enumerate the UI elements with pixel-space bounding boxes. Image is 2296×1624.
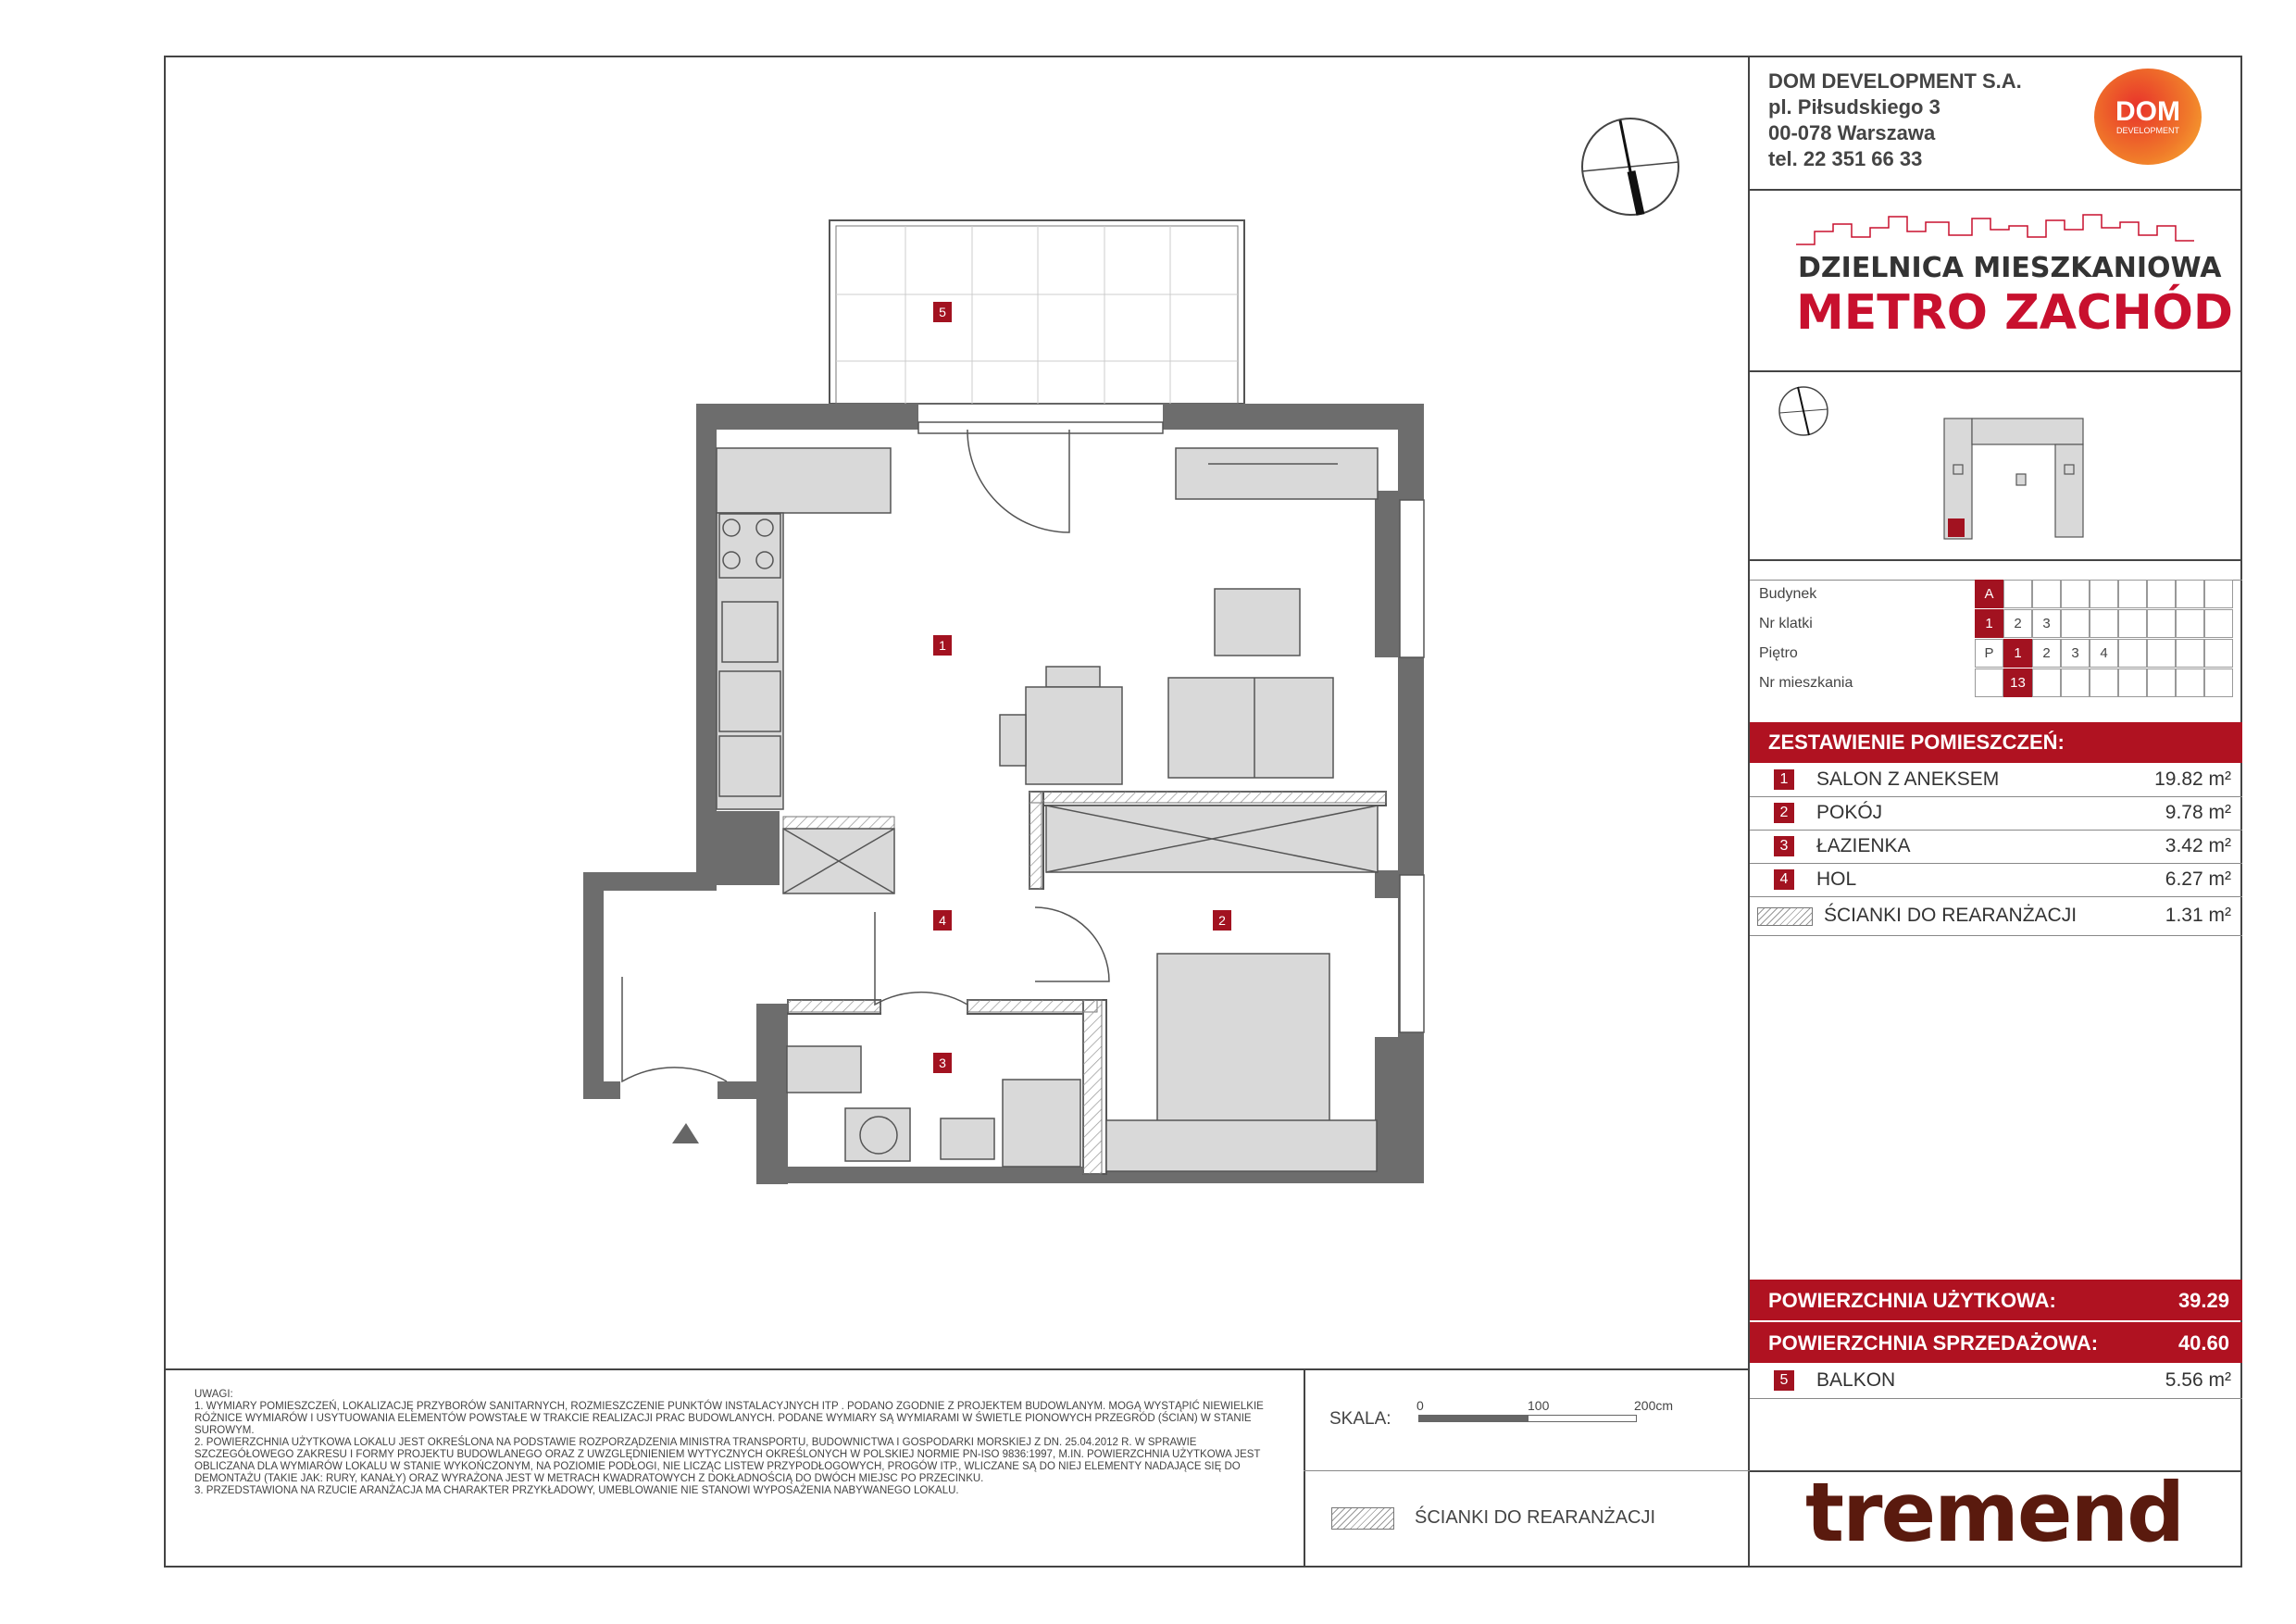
table-cell [2204,668,2233,697]
table-cell [2204,639,2233,668]
room-area: 6.27 m² [2165,868,2231,890]
table-cell [2032,668,2061,697]
rearrange-name: ŚCIANKI DO REARANŻACJI [1824,905,2078,926]
entrance-arrow [672,1123,699,1143]
table-cell [2061,580,2090,608]
hatch-swatch [1757,907,1813,926]
dom-logo-sub: DEVELOPMENT [2115,126,2179,135]
table-label-apartment: Nr mieszkania [1759,675,1853,691]
balcony-row [1750,1363,2242,1398]
table-label-staircase: Nr klatki [1759,616,1813,631]
table-cell [2176,609,2204,638]
compass-icon [1582,119,1678,215]
table-cell: 2 [2003,609,2032,638]
note-1: 1. WYMIARY POMIESZCZEŃ, LOKALIZACJĘ PRZYBORÓW SANITARNYCH, ROZMIESZCZENIE PUNKTÓW INSTALACYJNYCH ITP . PODANO ZGODNIE Z PROJEKTEM BUDOWLANYM. MOGĄ WYSTĄPIĆ NIEWIELKIE RÓŻNICE WYMIARÓW I USYTUOWANIA ELEMENTÓW POWSTAŁE W TRAKCIE REALIZACJI PRAC BUDOWLANYCH. PODANE WYMIARY SĄ WYMIARAMI W ŚWIETLE PIONOWYCH PRZEGRÓD (ŚCIAN) W STANIE SUROWYM. [194,1401,1264,1436]
dom-logo [2094,69,2202,165]
usable-area-value: 39.29 [2177,1289,2229,1312]
balcony-num: 5 [1774,1370,1794,1391]
company-address1: pl. Piłsudskiego 3 [1768,95,1940,119]
room-name: HOL [1816,868,1857,890]
skyline-graphic [1796,204,2194,250]
table-cell: 1 [2003,639,2032,668]
table-cell [2147,639,2176,668]
table-cell: 1 [1975,609,2003,638]
scale-label: SKALA: [1329,1409,1391,1429]
rooms-header: ZESTAWIENIE POMIESZCZEŃ: [1750,722,2242,763]
dom-logo-text: DOM [2115,96,2180,127]
sale-area-label: POWIERZCHNIA SPRZEDAŻOWA: [1768,1331,2099,1355]
scale-bar-empty [1528,1415,1637,1422]
sale-area-bar [1750,1322,2242,1363]
room-num: 1 [1774,769,1794,790]
table-cell [2204,580,2233,608]
table-cell [2032,580,2061,608]
balcony-name: BALKON [1816,1369,1896,1391]
legend-hatch-swatch [1331,1507,1394,1530]
scale-bar-filled [1418,1415,1528,1422]
table-cell: 3 [2032,609,2061,638]
brand-line2: METRO ZACHÓD [1796,285,2234,341]
info-panel [1748,56,2242,1568]
table-cell: 3 [2061,639,2090,668]
table-cell [2118,580,2147,608]
table-cell [2204,609,2233,638]
mini-compass-icon [1779,387,1828,435]
kitchen-furniture [717,448,1378,1171]
room-row [1750,863,2242,896]
table-cell [2061,609,2090,638]
table-cell [2090,580,2118,608]
scale-tick-100: 100 [1528,1398,1550,1413]
table-cell [2090,609,2118,638]
room-row [1750,796,2242,830]
table-cell: A [1975,580,2003,608]
table-cell [2176,639,2204,668]
rearrange-area: 1.31 m² [2165,905,2231,926]
legend-divider [1304,1470,1750,1471]
location-table [1750,580,2242,698]
table-cell: P [1975,639,2003,668]
table-cell [2003,580,2032,608]
table-cell [1975,668,2003,697]
table-cell [2061,668,2090,697]
table-cell [2090,668,2118,697]
notes-title: UWAGI: [194,1389,233,1400]
room-name: SALON Z ANEKSEM [1816,768,2000,790]
tremend-logo: tremend [1805,1465,2184,1560]
table-cell [2176,668,2204,697]
usable-area-label: POWIERZCHNIA UŻYTKOWA: [1768,1289,2056,1312]
room-name: POKÓJ [1816,802,1883,823]
table-label-building: Budynek [1759,586,1817,602]
room-label-5: 5 [939,305,946,319]
balcony [830,220,1244,404]
brand-line1: DZIELNICA MIESZKANIOWA [1798,252,2222,284]
table-cell: 4 [2090,639,2118,668]
company-address2: 00-078 Warszawa [1768,121,1936,144]
rearrange-row [1750,896,2242,933]
table-cell [2118,668,2147,697]
room-label-3: 3 [939,1056,946,1070]
room-area: 19.82 m² [2154,768,2231,790]
site-plan [1765,381,2246,604]
room-name: ŁAZIENKA [1816,835,1911,856]
scale-tick-0: 0 [1416,1398,1424,1413]
table-cell [2176,580,2204,608]
table-cell [2118,609,2147,638]
room-num: 2 [1774,803,1794,823]
legend-text: ŚCIANKI DO REARANŻACJI [1415,1507,1656,1528]
scale-divider [1304,1368,1305,1568]
note-2: 2. POWIERZCHNIA UŻYTKOWA LOKALU JEST OKREŚLONA NA PODSTAWIE ROZPORZĄDZENIA MINISTRA TRANSPORTU, BUDOWNICTWA I GOSPODARKI MORSKIEJ Z DN. 25.04.2012 R. W SPRAWIE SZCZEGÓŁOWEGO ZAKRESU I FORMY PROJEKTU BUDOWLANEGO ORAZ Z UWZGLĘDNIENIEM WYTYCZNYCH OKREŚLONYCH W POLSKIEJ NORMIE PN-ISO 9836:1997, M.IN. POWIERZCHNIA UŻYTKOWA JEST OBLICZANA DLA WYMIARÓW LOKALU W STANIE WYKOŃCZONYM, NA POZIOMIE PODŁOGI, NIE LICZĄC LISTEW PRZYPODŁOGOWYCH, PROGÓW ITP., WLICZANE SĄ DO NIEJ ELEMENTY NADAJĄCE SIĘ DO DEMONTAŻU (TAKIE JAK: RURY, KANAŁY) ORAZ WYRAŻONA JEST W METRACH KWADRATOWYCH Z DOKŁADNOŚCIĄ DO DWÓCH MIEJSC PO PRZECINKU. [194,1437,1261,1484]
balcony-area: 5.56 m² [2165,1369,2231,1391]
table-cell: 2 [2032,639,2061,668]
note-3: 3. PRZEDSTAWIONA NA RZUCIE ARANŻACJA MA CHARAKTER PRZYKŁADOWY, UMEBLOWANIE NIE STANOWI WYPOSAŻENIA NABYWANEGO LOKALU. [194,1485,959,1496]
room-label-1: 1 [939,638,946,653]
sale-area-value: 40.60 [2177,1331,2229,1355]
notes-divider [164,1368,1750,1370]
company-name: DOM DEVELOPMENT S.A. [1768,69,2022,93]
table-cell [2147,609,2176,638]
room-area: 9.78 m² [2165,802,2231,823]
table-cell [2147,580,2176,608]
room-num: 3 [1774,836,1794,856]
room-label-4: 4 [939,913,946,928]
company-phone: tel. 22 351 66 33 [1768,147,1923,170]
table-cell [2118,639,2147,668]
usable-area-bar [1750,1280,2242,1320]
room-num: 4 [1774,869,1794,890]
room-area: 3.42 m² [2165,835,2231,856]
table-cell [2147,668,2176,697]
notes [194,1389,1287,1497]
room-row [1750,763,2242,796]
scale-tick-200: 200cm [1634,1398,1674,1413]
room-label-2: 2 [1218,913,1226,928]
table-label-floor: Piętro [1759,645,1798,661]
table-cell: 13 [2003,668,2032,697]
room-row [1750,830,2242,863]
